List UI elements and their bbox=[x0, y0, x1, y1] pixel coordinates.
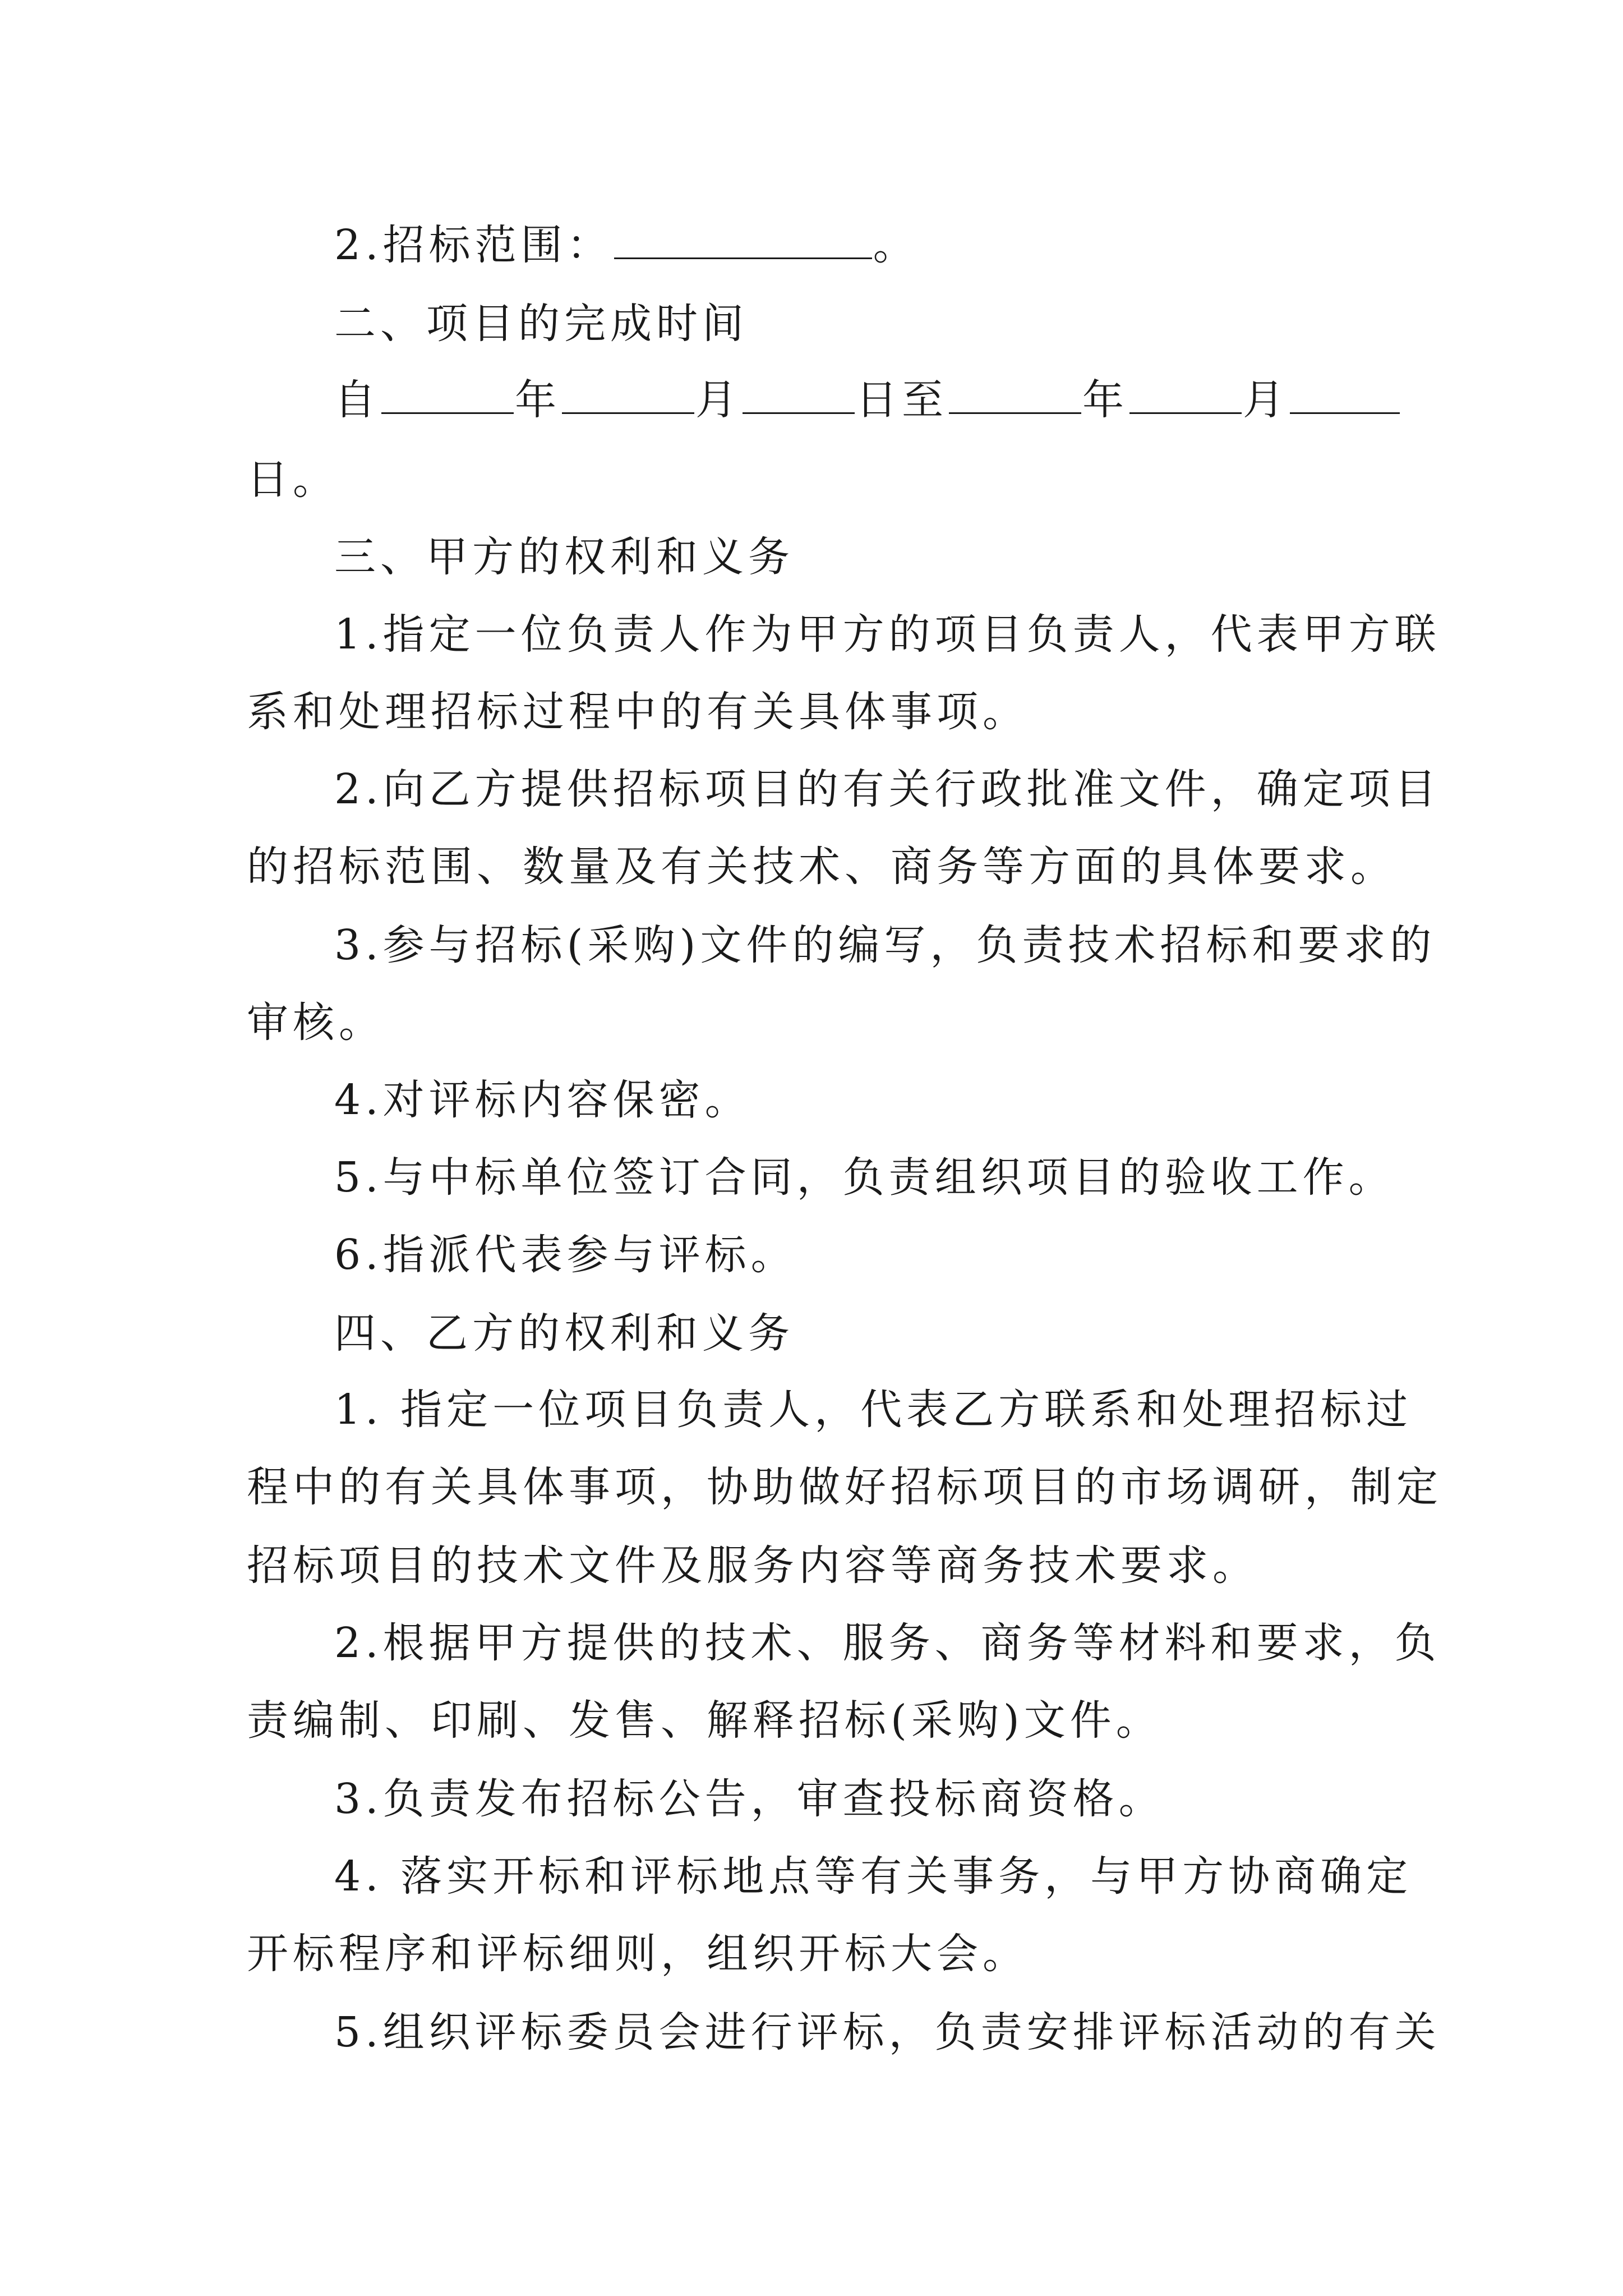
document-line bbox=[334, 921, 1436, 969]
line-text: 三、甲方的权利和义务 bbox=[334, 533, 794, 581]
document-line bbox=[247, 1696, 1380, 1745]
document-line bbox=[247, 843, 1396, 891]
document-line bbox=[247, 999, 1380, 1047]
line-text: 日至 bbox=[856, 376, 948, 424]
line-text: 5.与中标单位签订合同，负责组织项目的验收工作。 bbox=[334, 1153, 1395, 1202]
document-line bbox=[334, 221, 1380, 269]
line-text: 日。 bbox=[247, 455, 339, 504]
line-text: 二、项目的完成时间 bbox=[334, 300, 748, 348]
document-line bbox=[334, 300, 1380, 348]
line-text: 月 bbox=[695, 376, 741, 424]
line-text: 2.根据甲方提供的技术、服务、商务等材料和要求，负 bbox=[334, 1619, 1441, 1667]
document-line bbox=[334, 1076, 1380, 1124]
line-text: 2.向乙方提供招标项目的有关行政批准文件，确定项目 bbox=[334, 765, 1441, 813]
line-text: 3.负责发布招标公告，审查投标商资格。 bbox=[334, 1775, 1165, 1823]
line-text: 年 bbox=[1082, 376, 1128, 424]
line-text: 4. 落实开标和评标地点等有关事务，与甲方协商确定 bbox=[334, 1852, 1413, 1901]
line-text: 5.组织评标委员会进行评标，负责安排评标活动的有关 bbox=[334, 2008, 1441, 2056]
fill-in-blank bbox=[562, 381, 694, 414]
fill-in-blank bbox=[1129, 381, 1242, 414]
line-text: 开标程序和评标细则，组织开标大会。 bbox=[247, 1930, 1029, 1978]
document-line bbox=[334, 376, 1380, 424]
document-line bbox=[247, 1463, 1442, 1511]
document-line bbox=[334, 1153, 1395, 1202]
line-text: 责编制、印刷、发售、解释招标(采购)文件。 bbox=[247, 1696, 1162, 1745]
document-line bbox=[334, 1619, 1441, 1667]
line-text: 程中的有关具体事项，协助做好招标项目的市场调研，制定 bbox=[247, 1463, 1442, 1511]
document-line bbox=[334, 533, 1380, 581]
line-text: 2.招标范围： bbox=[334, 221, 613, 269]
line-text: 1.指定一位负责人作为甲方的项目负责人，代表甲方联 bbox=[334, 610, 1441, 659]
fill-in-blank bbox=[1290, 381, 1400, 414]
fill-in-blank bbox=[949, 381, 1081, 414]
document-line bbox=[334, 1309, 1380, 1358]
line-text: 1. 指定一位项目负责人，代表乙方联系和处理招标过 bbox=[334, 1386, 1413, 1434]
document-line bbox=[247, 1930, 1380, 1978]
line-text: 招标项目的技术文件及服务内容等商务技术要求。 bbox=[247, 1542, 1258, 1590]
line-text: 的招标范围、数量及有关技术、商务等方面的具体要求。 bbox=[247, 843, 1396, 891]
line-text: 年 bbox=[515, 376, 561, 424]
document-line bbox=[247, 455, 1380, 504]
fill-in-blank bbox=[614, 226, 872, 259]
line-text: 6.指派代表参与评标。 bbox=[334, 1231, 797, 1279]
document-line bbox=[334, 610, 1441, 659]
document-line bbox=[334, 765, 1441, 813]
line-text: 系和处理招标过程中的有关具体事项。 bbox=[247, 688, 1029, 736]
fill-in-blank bbox=[743, 381, 855, 414]
line-text: 自 bbox=[334, 376, 380, 424]
document-line bbox=[334, 2008, 1441, 2056]
line-text: 4.对评标内容保密。 bbox=[334, 1076, 751, 1124]
line-text: 四、乙方的权利和义务 bbox=[334, 1309, 794, 1358]
line-text: 月 bbox=[1243, 376, 1289, 424]
line-text: 审核。 bbox=[247, 999, 385, 1047]
line-text: 。 bbox=[873, 221, 919, 269]
document-line bbox=[247, 1542, 1380, 1590]
fill-in-blank bbox=[381, 381, 514, 414]
document-line bbox=[334, 1852, 1413, 1901]
line-text: 3.参与招标(采购)文件的编写，负责技术招标和要求的 bbox=[334, 921, 1436, 969]
document-line bbox=[334, 1386, 1413, 1434]
document-line bbox=[334, 1231, 1380, 1279]
document-line bbox=[334, 1775, 1380, 1823]
document-line bbox=[247, 688, 1380, 736]
